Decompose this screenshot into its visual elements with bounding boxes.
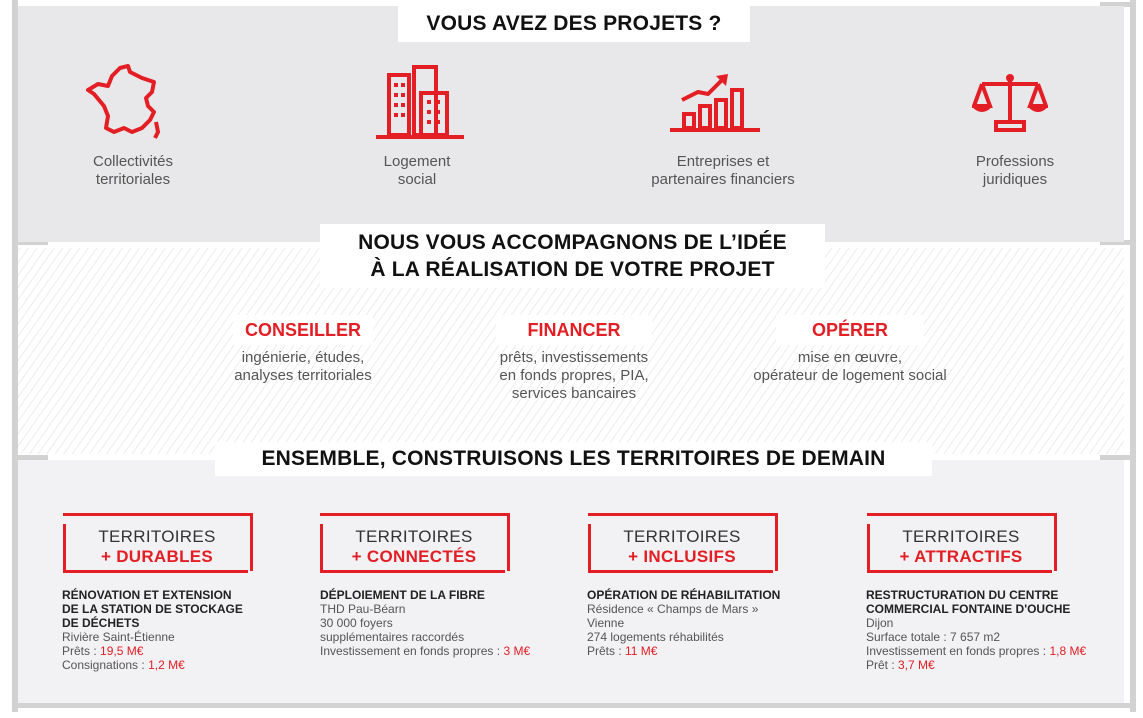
territory-badge-inner <box>63 524 248 573</box>
scales-of-justice-icon <box>972 72 1048 134</box>
growth-chart-icon <box>668 70 762 134</box>
case-amount: 1,2 M€ <box>148 658 185 672</box>
case-detail-line: Vienne <box>587 616 625 630</box>
project-label-professions <box>905 153 1125 189</box>
verb-desc-line: prêts, investissements <box>499 349 649 366</box>
verb-conseiller: CONSEILLER <box>233 315 373 345</box>
verb-financer: FINANCER <box>496 315 652 345</box>
buildings-icon <box>374 65 466 141</box>
france-map-icon <box>84 62 164 142</box>
project-label-line: Collectivités <box>92 153 174 170</box>
support-title-line: NOUS VOUS ACCOMPAGNONS DE L’IDÉE <box>358 231 787 254</box>
case-detail-line <box>587 644 837 658</box>
case-heading-line: DE LA STATION DE STOCKAGE <box>62 602 243 616</box>
case-detail-label: Prêts : <box>62 644 101 658</box>
case-detail-line: Surface totale : 7 657 m2 <box>866 630 1001 644</box>
verb-desc-line: services bancaires <box>511 385 637 402</box>
case-detail-line <box>320 644 570 658</box>
project-label-line: Entreprises et <box>676 153 770 170</box>
case-detail-line <box>62 644 302 658</box>
support-title-line: À LA RÉALISATION DE VOTRE PROJET <box>370 258 775 281</box>
territory-badge-connectes <box>320 513 510 571</box>
project-label-logement <box>307 153 527 189</box>
case-detail-line: Dijon <box>866 616 894 630</box>
territory-line1: TERRITOIRES <box>623 527 741 546</box>
case-durables <box>62 588 302 672</box>
case-detail-line <box>62 658 302 672</box>
territory-line1: TERRITOIRES <box>355 527 473 546</box>
verb-desc-line: ingénierie, études, <box>241 349 365 366</box>
case-detail-label: Prêts : <box>587 644 626 658</box>
case-detail-line: 30 000 foyers <box>320 616 393 630</box>
territories-title: ENSEMBLE, CONSTRUISONS LES TERRITOIRES DE DEMAIN <box>215 442 932 476</box>
case-detail-line <box>866 644 1121 658</box>
verb-desc-line: opérateur de logement social <box>753 367 947 384</box>
frame-bottom <box>12 703 1136 708</box>
project-label-line: Logement <box>383 153 451 170</box>
support-title <box>320 224 825 288</box>
verb-desc-line: mise en œuvre, <box>797 349 903 366</box>
territory-line2: + INCLUSIFS <box>628 547 736 566</box>
frame-right <box>1130 0 1136 712</box>
case-amount: 1,8 M€ <box>1049 644 1087 658</box>
verb-operer: OPÉRER <box>776 315 924 345</box>
case-detail-label: Consignations : <box>62 658 149 672</box>
project-label-line: partenaires financiers <box>651 171 795 188</box>
case-heading-line: DE DÉCHETS <box>62 616 140 630</box>
case-detail-line: supplémentaires raccordés <box>320 630 465 644</box>
project-label-line: juridiques <box>982 171 1048 188</box>
case-detail-label: Prêt : <box>866 658 899 672</box>
verb-desc-operer <box>730 349 970 385</box>
verb-desc-line: analyses territoriales <box>234 367 372 384</box>
territory-badge-inner <box>320 524 505 573</box>
case-amount: 19,5 M€ <box>100 644 144 658</box>
case-detail-line: 274 logements réhabilités <box>587 630 724 644</box>
territory-badge-attractifs <box>867 513 1057 571</box>
case-detail-line: Résidence « Champs de Mars » <box>587 602 759 616</box>
verb-desc-conseiller <box>183 349 423 385</box>
project-label-line: territoriales <box>95 171 171 188</box>
territory-badge-inclusifs <box>588 513 778 571</box>
case-detail-line <box>866 658 1121 672</box>
verb-desc-financer <box>454 349 694 403</box>
case-inclusifs <box>587 588 837 658</box>
territory-line2: + ATTRACTIFS <box>899 547 1023 566</box>
territory-badge-inner <box>867 524 1052 573</box>
territory-line2: + DURABLES <box>100 547 214 566</box>
case-amount: 11 M€ <box>625 644 658 658</box>
case-detail-label: Investissement en fonds propres : <box>866 644 1050 658</box>
case-amount: 3,7 M€ <box>898 658 935 672</box>
project-label-line: social <box>397 171 437 188</box>
territory-badge-inner <box>588 524 773 573</box>
project-label-line: Professions <box>975 153 1055 170</box>
case-detail-line: Rivière Saint-Étienne <box>62 630 175 644</box>
project-label-entreprises <box>613 153 833 189</box>
case-amount: 3 M€ <box>503 644 531 658</box>
projects-title: VOUS AVEZ DES PROJETS ? <box>398 6 750 42</box>
case-detail-line: THD Pau-Béarn <box>320 602 406 616</box>
territory-line1: TERRITOIRES <box>902 527 1020 546</box>
case-attractifs <box>866 588 1121 672</box>
territory-badge-durables <box>63 513 253 571</box>
project-label-collectivites <box>23 153 243 189</box>
case-detail-label: Investissement en fonds propres : <box>320 644 504 658</box>
territory-line1: TERRITOIRES <box>98 527 216 546</box>
verb-desc-line: en fonds propres, PIA, <box>499 367 649 384</box>
case-heading-line: RÉNOVATION ET EXTENSION <box>62 588 232 602</box>
case-heading-line: DÉPLOIEMENT DE LA FIBRE <box>320 588 485 602</box>
case-connectes <box>320 588 570 658</box>
case-heading-line: OPÉRATION DE RÉHABILITATION <box>587 588 781 602</box>
case-heading-line: RESTRUCTURATION DU CENTRE <box>866 588 1059 602</box>
territory-line2: + CONNECTÉS <box>351 547 477 566</box>
case-heading-line: COMMERCIAL FONTAINE D'OUCHE <box>866 602 1071 616</box>
